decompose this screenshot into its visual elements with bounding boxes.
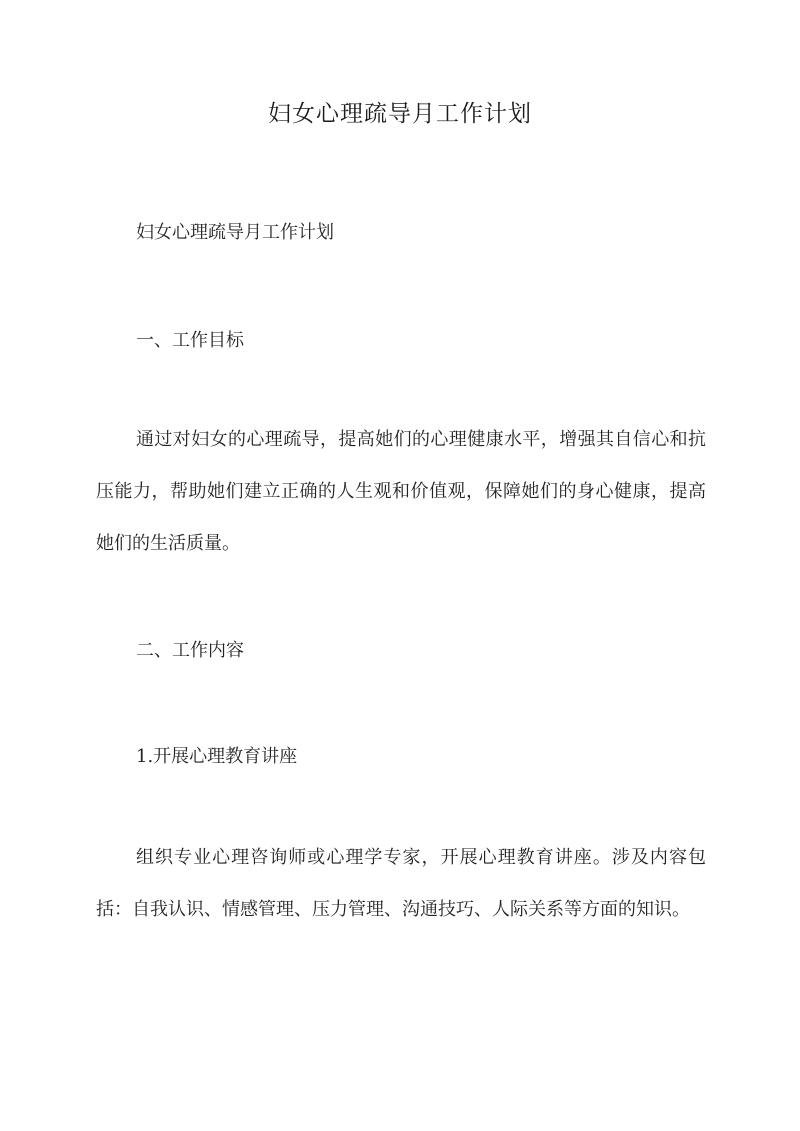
document-title: 妇女心理疏导月工作计划	[268, 101, 532, 127]
item1-paragraph: 组织专业心理咨询师或心理学专家，开展心理教育讲座。涉及内容包括：自我认识、情感管理、压力管理、沟通技巧、人际关系等方面的知识。	[96, 847, 706, 920]
section2-heading: 二、工作内容	[136, 640, 244, 661]
document-subtitle: 妇女心理疏导月工作计划	[136, 222, 334, 243]
item1-heading: 1.开展心理教育讲座	[136, 746, 298, 767]
section1-paragraph: 通过对妇女的心理疏导，提高她们的心理健康水平，增强其自信心和抗压能力，帮助她们建立正确的人生观和价值观，保障她们的身心健康，提高她们的生活质量。	[96, 429, 706, 554]
section1-heading: 一、工作目标	[136, 330, 244, 351]
